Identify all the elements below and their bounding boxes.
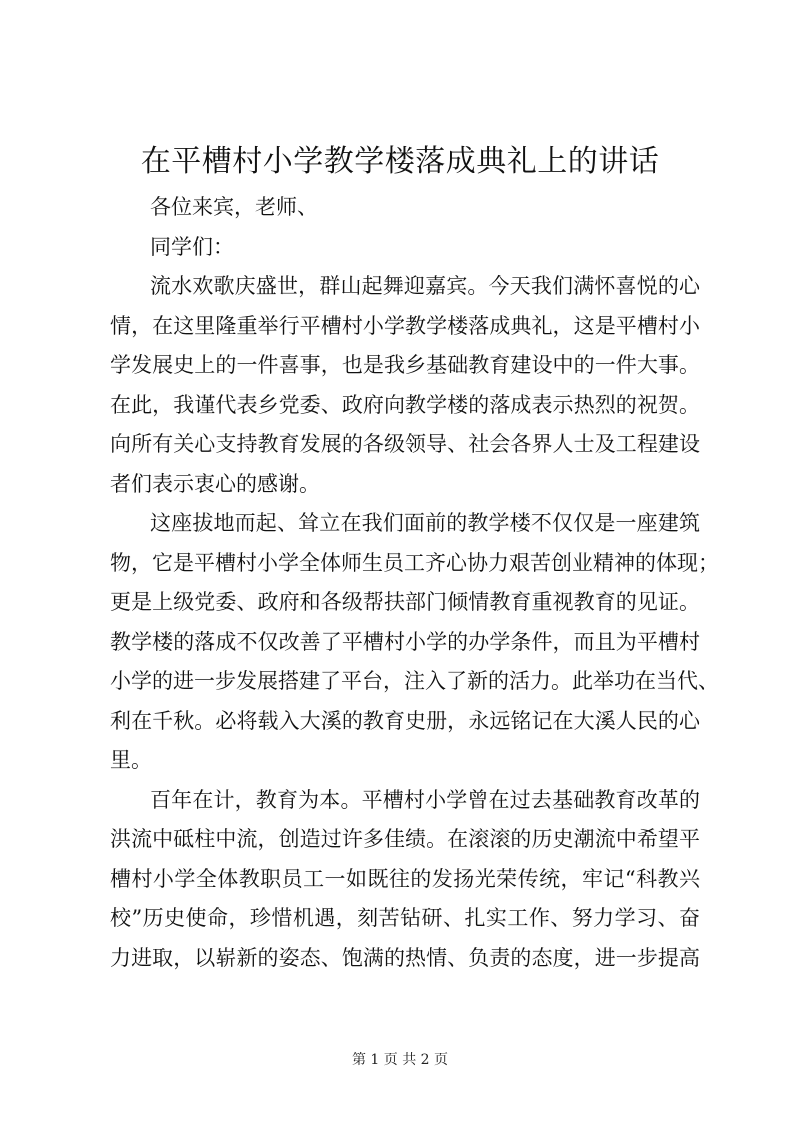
paragraph-line: 流水欢歌庆盛世，群山起舞迎嘉宾。今天我们满怀喜悦的心 [150,274,700,298]
paragraph-line: 洪流中砥柱中流，创造过许多佳绩。在滚滚的历史潮流中希望平 [110,827,700,851]
greeting-line: 各位来宾，老师、 [150,195,318,219]
page-footer: 第 1 页 共 2 页 [351,1052,449,1068]
paragraph-line: 物，它是平槽村小学全体师生员工齐心协力艰苦创业精神的体现； [110,550,719,575]
paragraph-line: 情，在这里隆重举行平槽村小学教学楼落成典礼，这是平槽村小 [110,313,700,338]
document-title: 在平槽村小学教学楼落成典礼上的讲话 [140,144,660,179]
paragraph-line: 小学的进一步发展搭建了平台，注入了新的活力。此举功在当代、 [110,669,719,693]
paragraph-line: 更是上级党委、政府和各级帮扶部门倾情教育重视教育的见证。 [110,590,700,614]
paragraph-line: 百年在计，教育为本。平槽村小学曾在过去基础教育改革的 [150,787,700,812]
paragraph-line: 利在千秋。必将载入大溪的教育史册，永远铭记在大溪人民的心 [110,708,700,733]
paragraph-line: 力进取，以崭新的姿态、饱满的热情、负责的态度，进一步提高 [110,945,700,970]
paragraph-line: 者们表示衷心的感谢。 [110,471,320,496]
paragraph-line: 里。 [110,748,152,772]
paragraph-line: 槽村小学全体教职员工一如既往的发扬光荣传统，牢记“科教兴 [110,866,700,891]
paragraph-line: 学发展史上的一件喜事，也是我乡基础教育建设中的一件大事。 [110,353,700,377]
document-body [110,188,719,978]
paragraph-line: 这座拔地而起、耸立在我们面前的教学楼不仅仅是一座建筑 [150,511,700,535]
paragraph-line: 校”历史使命，珍惜机遇，刻苦钻研、扎实工作、努力学习、奋 [110,906,700,930]
paragraph-line: 在此，我谨代表乡党委、政府向教学楼的落成表示热烈的祝贺。 [110,392,700,417]
greeting-line: 同学们： [150,234,234,259]
paragraph-line: 教学楼的落成不仅改善了平槽村小学的办学条件，而且为平槽村 [110,629,700,654]
paragraph-line: 向所有关心支持教育发展的各级领导、社会各界人士及工程建设 [110,432,700,456]
